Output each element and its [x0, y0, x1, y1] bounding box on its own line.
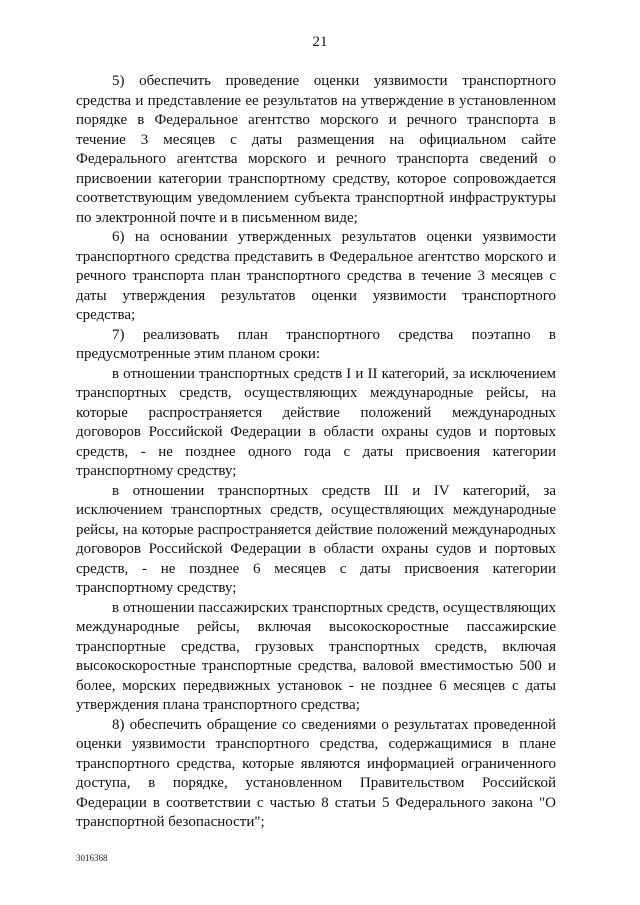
document-body	[76, 72, 556, 833]
paragraph-item-8: 8) обеспечить обращение со сведениями о результатах проведенной оценки уязвимости транспортного средства, содержащимися в плане транспортного средства, которые являются информацией ограниченного доступа, в порядке, установленном Правительством Российской Федерации в соответствии с частью 8 статьи 5 Федерального закона "О транспортной безопасности";	[76, 716, 556, 830]
paragraph-item-7: 7) реализовать план транспортного средства поэтапно в предусмотренные этим планом сроки:	[76, 326, 556, 362]
paragraph-categories-1-2: в отношении транспортных средств I и II категорий, за исключением транспортных средств, осуществляющих международные рейсы, на которые распространяется действие положений международных договоров Российской Федерации в области охраны судов и портовых средств, - не позднее одного года с даты присвоения категории транспортному средству;	[76, 365, 556, 479]
paragraph-passenger-vessels: в отношении пассажирских транспортных средств, осуществляющих международные рейсы, включая высокоскоростные пассажирские транспортные средства, грузовых транспортных средств, включая высокоскоростные транспортные средства, валовой вместимостью 500 и более, морских передвижных установок - не позднее 6 месяцев с даты утверждения плана транспортного средства;	[76, 599, 556, 713]
page-number: 21	[312, 34, 328, 50]
paragraph-item-5: 5) обеспечить проведение оценки уязвимости транспортного средства и представление ее результатов на утверждение в установленном порядке в Федеральное агентство морского и речного транспорта в течение 3 месяцев с даты размещения на официальном сайте Федерального агентства морского и речного транспорта сведений о присвоении категории транспортному средству, которое сопровождается соответствующим уведомлением субъекта транспортной инфраструктуры по электронной почте и в письменном виде;	[76, 73, 556, 226]
paragraph-item-6: 6) на основании утвержденных результатов оценки уязвимости транспортного средства представить в Федеральное агентство морского и речного транспорта план транспортного средства в течение 3 месяцев с даты утверждения результатов оценки уязвимости транспортного средства;	[76, 229, 556, 323]
paragraph-categories-3-4: в отношении транспортных средств III и IV категорий, за исключением транспортных средств, осуществляющих международные рейсы, на которые распространяется действие положений международных договоров Российской Федерации в области охраны судов и портовых средств, - не позднее 6 месяцев с даты присвоения категории транспортному средству;	[76, 482, 556, 596]
document-code: 3016368	[76, 853, 108, 863]
